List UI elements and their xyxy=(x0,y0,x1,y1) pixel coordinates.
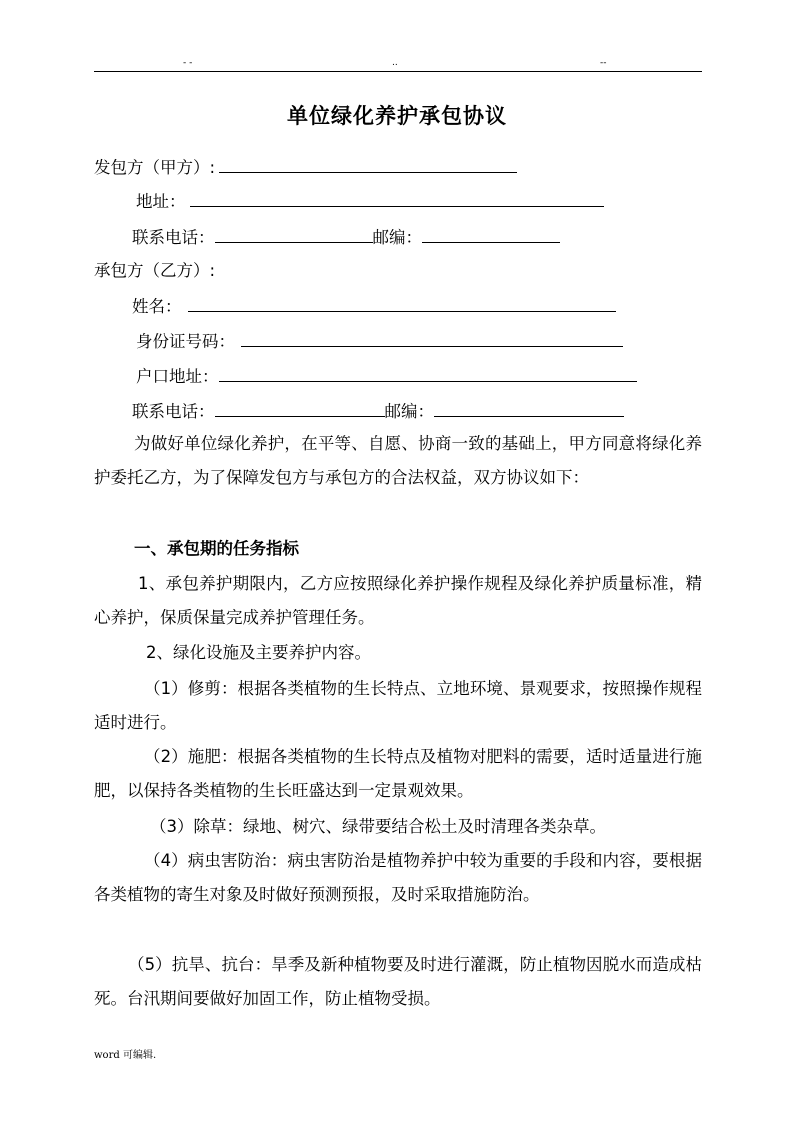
party-b-phone-label: 联系电话： xyxy=(132,402,215,421)
party-b-id-row xyxy=(136,330,623,353)
header-mark-right: -- xyxy=(600,58,607,68)
party-b-name-label: 姓名： xyxy=(132,297,182,316)
document-title: 单位绿化养护承包协议 xyxy=(287,104,507,128)
party-b-zip-blank xyxy=(434,400,624,417)
party-b-hukou-blank xyxy=(219,365,637,382)
party-a-row xyxy=(94,156,517,179)
party-b-id-label: 身份证号码： xyxy=(136,332,235,351)
party-a-address-blank xyxy=(190,190,604,207)
party-b-row xyxy=(94,260,215,282)
party-b-phone-blank xyxy=(215,400,385,417)
footer-note: word 可编辑. xyxy=(94,1050,157,1061)
section-1-sub-2: （2）施肥：根据各类植物的生长特点及植物对肥料的需要，适时适量进行施肥，以保持各类植物的生长旺盛达到一定景观效果。 xyxy=(94,747,702,800)
party-b-hukou-label: 户口地址： xyxy=(136,367,219,386)
party-a-phone-label: 联系电话： xyxy=(132,228,215,247)
header-mark-center: .. xyxy=(392,58,398,68)
section-1-item-1: 1、承包养护期限内，乙方应按照绿化养护操作规程及绿化养护质量标准，精心养护，保质保量完成养护管理任务。 xyxy=(94,574,702,627)
party-a-zip-label: 邮编： xyxy=(372,228,422,247)
party-b-label: 承包方（乙方）: xyxy=(94,261,216,280)
section-1-sub-5: （5）抗旱、抗台：旱季及新种植物要及时进行灌溉，防止植物因脱水而造成枯死。台汛期间要做好加固工作，防止植物受损。 xyxy=(94,955,702,1008)
party-a-address-label: 地址： xyxy=(136,192,186,211)
header-rule xyxy=(94,71,702,72)
section-1-sub-1: （1）修剪：根据各类植物的生长特点、立地环境、景观要求，按照操作规程适时进行。 xyxy=(94,679,702,732)
party-a-blank xyxy=(219,156,517,173)
party-a-zip-blank xyxy=(422,226,560,243)
party-b-name-blank xyxy=(188,295,616,312)
party-b-id-blank xyxy=(241,330,623,347)
party-b-zip-label: 邮编： xyxy=(384,402,434,421)
intro-paragraph: 为做好单位绿化养护，在平等、自愿、协商一致的基础上，甲方同意将绿化养护委托乙方，为了保障发包方与承包方的合法权益，双方协议如下： xyxy=(94,434,702,487)
party-a-label: 发包方（甲方）: xyxy=(94,158,216,177)
party-a-phone-blank xyxy=(215,226,373,243)
party-a-address-row xyxy=(136,190,604,213)
section-1-heading: 一、承包期的任务指标 xyxy=(134,539,299,558)
section-1-item-2: 2、绿化设施及主要养护内容。 xyxy=(146,643,371,662)
header-mark-left: - - xyxy=(183,58,193,68)
section-1-sub-4: （4）病虫害防治：病虫害防治是植物养护中较为重要的手段和内容，要根据各类植物的寄生对象及时做好预测预报，及时采取措施防治。 xyxy=(94,851,702,904)
party-b-phone-row xyxy=(132,400,624,423)
party-a-phone-row xyxy=(132,226,560,249)
party-b-name-row xyxy=(132,295,616,318)
party-b-hukou-row xyxy=(136,365,637,388)
section-1-sub-3: （3）除草：绿地、树穴、绿带要结合松土及时清理各类杂草。 xyxy=(150,817,606,836)
